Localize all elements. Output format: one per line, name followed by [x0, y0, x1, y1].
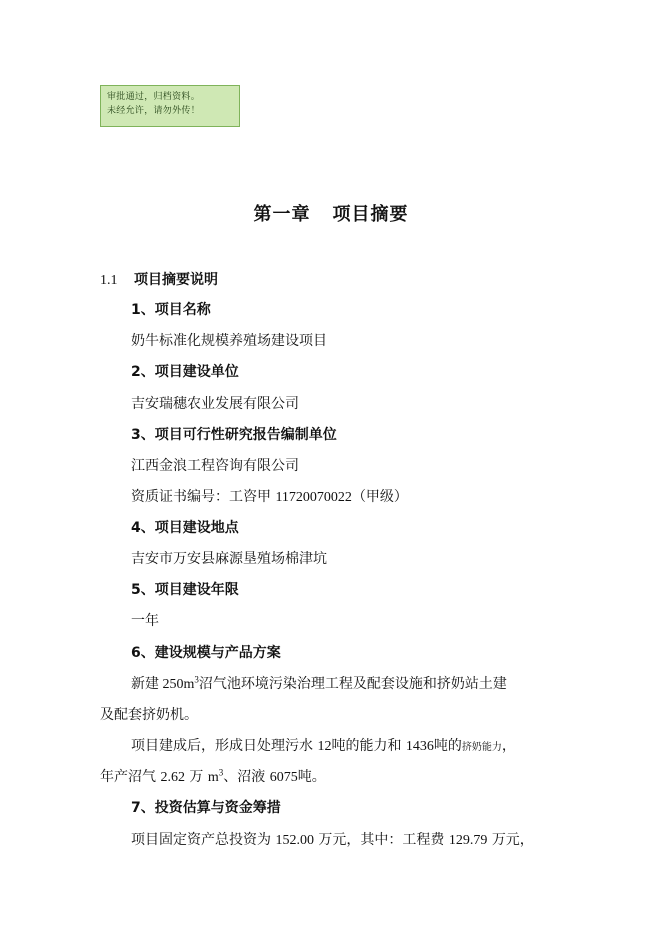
p3-unit-exp: 3: [218, 767, 224, 778]
item-3-certificate: [131, 487, 408, 508]
item-5-heading: 5、项目建设年限: [131, 582, 239, 598]
p1-text-a: 新建: [131, 676, 159, 692]
i7-text-b: 万元，其中：工程费: [318, 832, 445, 848]
item-7-text: [131, 830, 534, 851]
item-5-text: 一年: [131, 613, 159, 629]
item-6-para-2-line-1: [131, 736, 516, 758]
item-3-heading: 3、项目可行性研究报告编制单位: [131, 427, 337, 443]
item-6-para-1-line-2: 及配套挤奶机。: [100, 707, 198, 723]
item-6-heading: 6、建设规模与产品方案: [131, 645, 281, 661]
p2-text-c: 吨的: [433, 738, 462, 754]
p3-unit: [207, 767, 224, 785]
item-2-text: 吉安瑞穗农业发展有限公司: [131, 396, 299, 412]
p3-unit-letter: m: [207, 770, 219, 785]
p1-volume: [159, 674, 199, 692]
i7-text-a: 项目固定资产总投资为: [131, 832, 271, 848]
section-number: 1.1: [100, 273, 118, 288]
p2-small-text: 挤奶能力: [461, 742, 502, 753]
p1-volume-value: 250m: [162, 677, 195, 692]
p2-text-b: 吨的能力和: [331, 738, 402, 754]
p3-slurry-value: 6075: [269, 770, 298, 785]
stamp-line-2: 未经允许，请勿外传！: [107, 106, 201, 116]
section-heading: [100, 270, 218, 291]
p1-volume-exp: 3: [194, 674, 199, 685]
item-4-text: 吉安市万安县麻源垦殖场棉津坑: [131, 551, 327, 567]
cert-number: 11720070022: [275, 490, 352, 505]
i7-total-investment: 152.00: [275, 833, 314, 848]
item-7-heading: 7、投资估算与资金筹措: [131, 800, 281, 816]
chapter-name: 项目摘要: [332, 204, 409, 225]
item-6-para-1-line-1: [131, 674, 507, 695]
i7-text-c: 万元，: [491, 832, 534, 848]
item-1-heading: 1、项目名称: [131, 302, 211, 318]
p2-text-d: ，: [501, 738, 516, 754]
p3-text-d: 吨。: [297, 769, 326, 785]
item-1-text: 奶牛标准化规模养殖场建设项目: [131, 333, 327, 349]
chapter-title: [0, 203, 662, 227]
stamp-line-1: 审批通过，归档资料。: [107, 92, 201, 102]
approval-stamp: [100, 85, 240, 127]
p1-text-b: 沼气池环境污染治理工程及配套设施和挤奶站土建: [198, 676, 507, 692]
p2-text-a: 项目建成后，形成日处理污水: [131, 738, 313, 754]
item-4-heading: 4、项目建设地点: [131, 520, 239, 536]
section-title: 项目摘要说明: [134, 272, 218, 288]
p3-text-a: 年产沼气: [100, 769, 156, 785]
p2-milk-tons: 1436: [405, 739, 434, 754]
p3-text-c: 、沼液: [223, 769, 266, 785]
p3-text-b: 万: [189, 769, 204, 785]
item-2-heading: 2、项目建设单位: [131, 364, 239, 380]
cert-label: 资质证书编号：工咨甲: [131, 489, 271, 505]
p2-sewage-tons: 12: [317, 739, 332, 754]
item-3-text: 江西金浪工程咨询有限公司: [131, 458, 299, 474]
item-6-para-2-line-2: [100, 767, 326, 788]
cert-grade: （甲级）: [351, 489, 408, 505]
p3-biogas-value: 2.62: [160, 770, 185, 785]
chapter-number: 第一章: [253, 204, 311, 225]
i7-engineering-cost: 129.79: [448, 833, 488, 848]
